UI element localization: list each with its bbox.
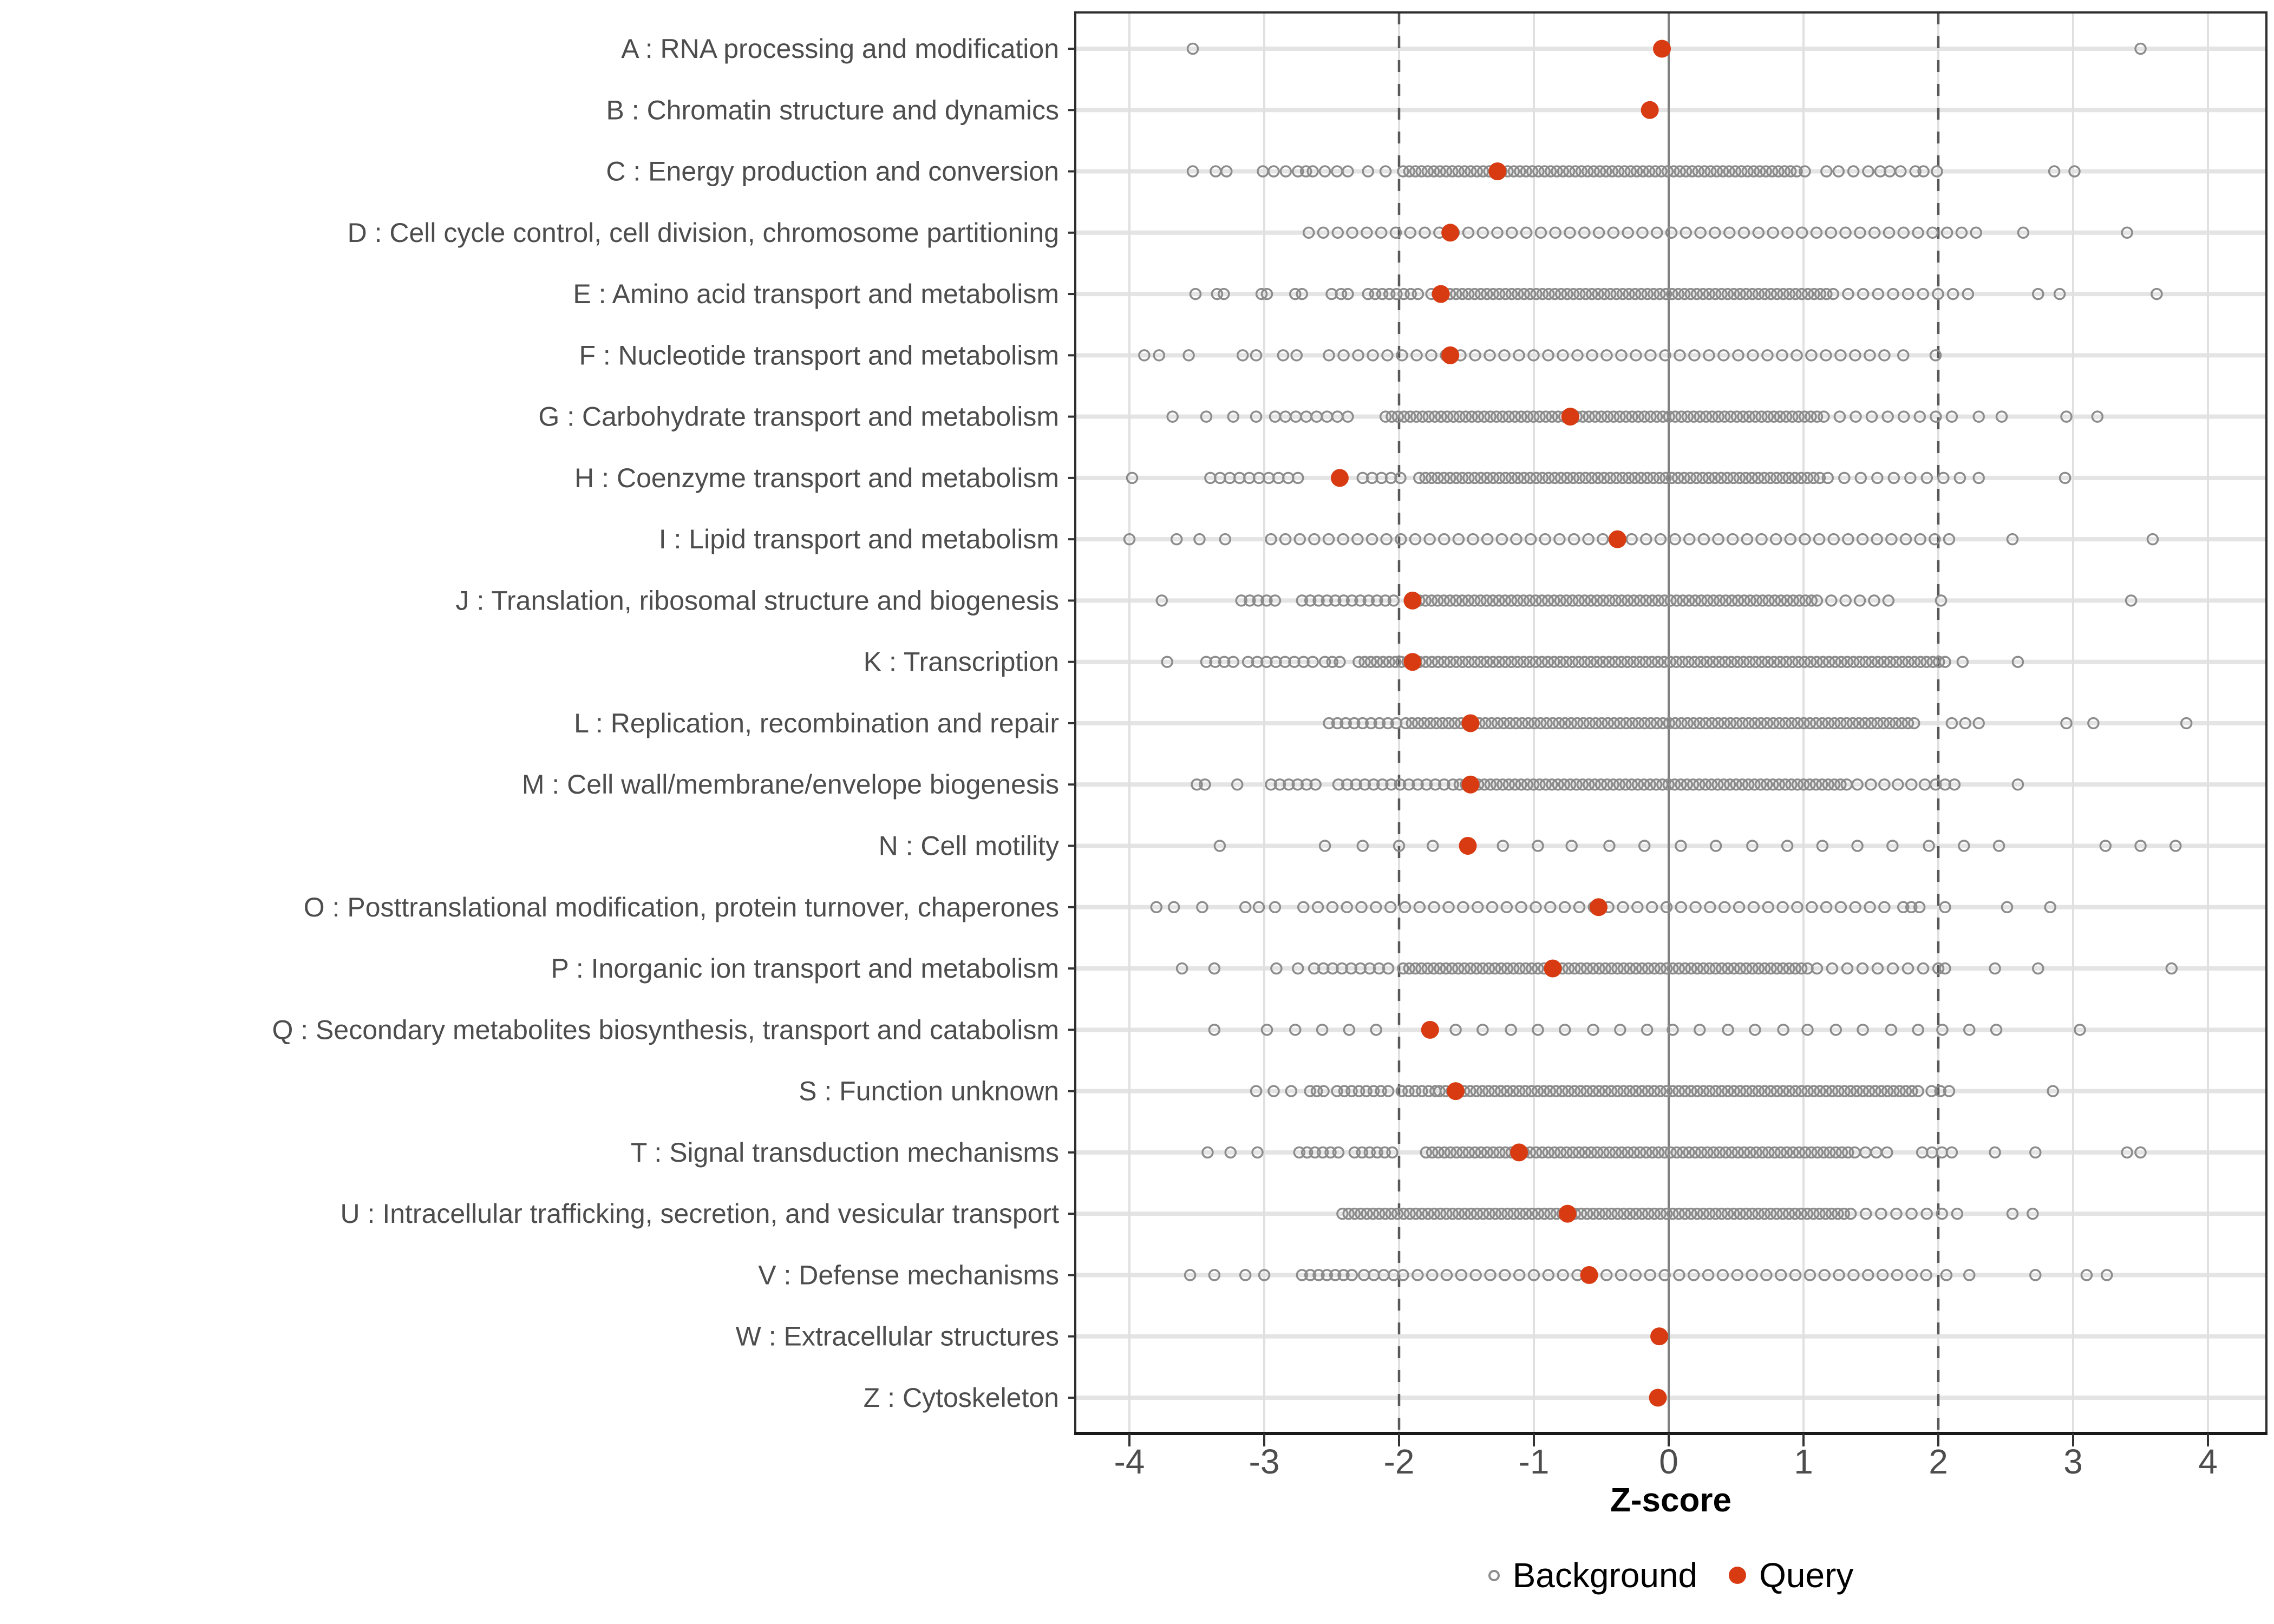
category-label: Q : Secondary metabolites biosynthesis, transport and catabolism	[272, 1014, 1059, 1045]
category-label: D : Cell cycle control, cell division, chromosome partitioning	[347, 217, 1059, 248]
legend-item-background	[1488, 1558, 1698, 1593]
filled-circle-icon	[1729, 1567, 1746, 1584]
category-label: M : Cell wall/membrane/envelope biogenesis	[521, 769, 1059, 800]
query-point	[1432, 285, 1450, 303]
query-point	[1650, 1327, 1668, 1345]
category-label: C : Energy production and conversion	[606, 156, 1059, 187]
category-label: K : Transcription	[863, 646, 1059, 677]
query-point	[1488, 162, 1506, 180]
query-point	[1441, 346, 1459, 364]
legend	[1075, 1558, 2266, 1593]
query-point	[1447, 1082, 1465, 1100]
x-tick-label: -3	[1249, 1442, 1280, 1481]
x-tick-label: -2	[1383, 1442, 1415, 1481]
x-tick-label: 4	[2198, 1442, 2218, 1481]
query-point	[1403, 592, 1421, 610]
category-label: P : Inorganic ion transport and metabolism	[551, 953, 1059, 984]
x-axis-title: Z-score	[1610, 1482, 1731, 1519]
query-point	[1461, 776, 1479, 794]
category-label: N : Cell motility	[878, 830, 1059, 861]
category-label: V : Defense mechanisms	[758, 1260, 1059, 1291]
category-label: A : RNA processing and modification	[621, 34, 1059, 64]
category-label: G : Carbohydrate transport and metabolism	[538, 401, 1059, 432]
x-tick-label: 1	[1794, 1442, 1813, 1481]
query-point	[1609, 531, 1626, 548]
query-point	[1459, 837, 1476, 855]
category-label: Z : Cytoskeleton	[863, 1382, 1059, 1413]
category-label: I : Lipid transport and metabolism	[658, 524, 1059, 555]
x-tick-label: 0	[1659, 1442, 1678, 1481]
query-point	[1441, 224, 1459, 241]
legend-label: Query	[1759, 1556, 1854, 1595]
query-point	[1559, 1205, 1577, 1223]
category-label: B : Chromatin structure and dynamics	[606, 95, 1059, 126]
query-point	[1580, 1266, 1598, 1284]
query-point	[1544, 960, 1561, 978]
x-tick-label: 3	[2063, 1442, 2083, 1481]
query-point	[1403, 653, 1421, 671]
legend-item-query	[1729, 1558, 1853, 1593]
category-label: T : Signal transduction mechanisms	[630, 1137, 1059, 1168]
category-label: U : Intracellular trafficking, secretion, and vesicular transport	[340, 1199, 1059, 1229]
category-label: H : Coenzyme transport and metabolism	[574, 462, 1059, 493]
category-label: F : Nucleotide transport and metabolism	[579, 340, 1059, 371]
query-point	[1461, 714, 1479, 732]
category-label: L : Replication, recombination and repair	[574, 708, 1059, 738]
category-label: O : Posttranslational modification, protein turnover, chaperones	[303, 892, 1059, 922]
category-label: W : Extracellular structures	[735, 1321, 1059, 1352]
query-point	[1649, 1389, 1667, 1406]
query-point	[1590, 898, 1608, 916]
x-tick-label: -1	[1518, 1442, 1550, 1481]
category-label: J : Translation, ribosomal structure and biogenesis	[455, 585, 1059, 616]
open-circle-icon	[1488, 1570, 1500, 1581]
category-label: E : Amino acid transport and metabolism	[573, 279, 1059, 310]
query-point	[1653, 40, 1671, 58]
x-tick-label: -4	[1114, 1442, 1145, 1481]
query-point	[1421, 1021, 1439, 1039]
legend-label: Background	[1512, 1556, 1698, 1595]
x-tick-label: 2	[1929, 1442, 1948, 1481]
query-point	[1641, 101, 1659, 119]
category-label: S : Function unknown	[799, 1076, 1059, 1106]
query-point	[1331, 469, 1349, 487]
query-point	[1561, 408, 1579, 425]
query-point	[1510, 1143, 1528, 1161]
